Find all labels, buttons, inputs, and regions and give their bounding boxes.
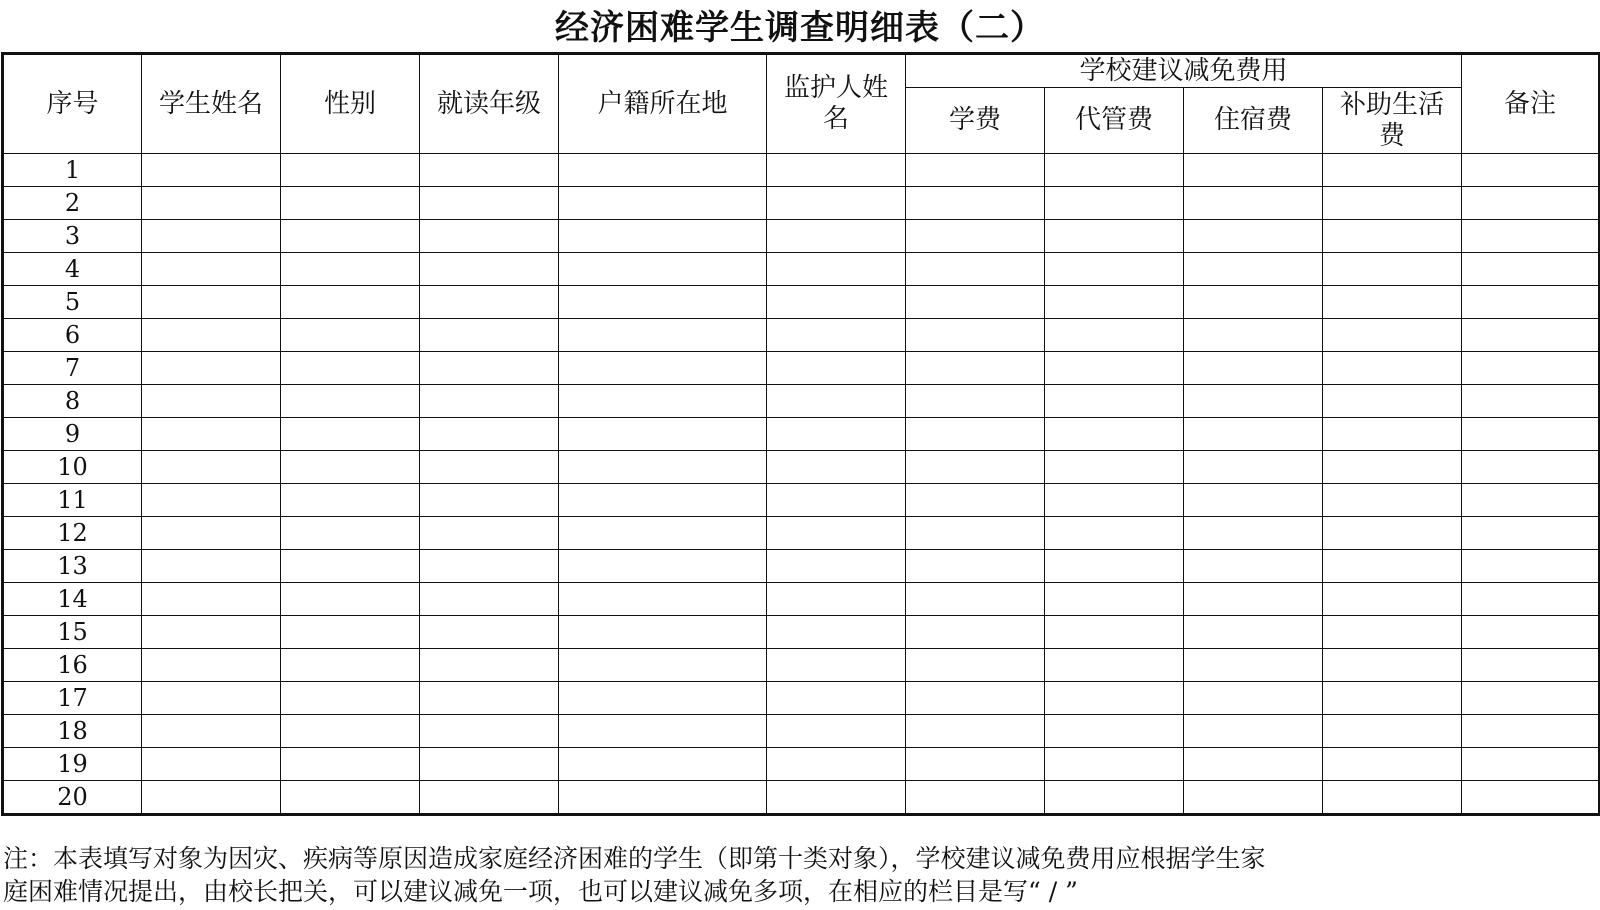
grade-cell[interactable] xyxy=(420,715,559,748)
living-subsidy-cell[interactable] xyxy=(1323,352,1462,385)
tuition-cell[interactable] xyxy=(906,154,1045,187)
living-subsidy-cell[interactable] xyxy=(1323,286,1462,319)
guardian-cell[interactable] xyxy=(767,319,906,352)
gender-cell[interactable] xyxy=(281,484,420,517)
hukou-cell[interactable] xyxy=(559,715,767,748)
lodging-fee-cell[interactable] xyxy=(1184,154,1323,187)
guardian-cell[interactable] xyxy=(767,583,906,616)
hukou-cell[interactable] xyxy=(559,319,767,352)
custody-fee-cell[interactable] xyxy=(1045,616,1184,649)
custody-fee-cell[interactable] xyxy=(1045,649,1184,682)
remark-cell[interactable] xyxy=(1462,352,1600,385)
footnote-line-1: 注：本表填写对象为因灾、疾病等原因造成家庭经济困难的学生（即第十类对象），学校建议减免费用应根据学生家 xyxy=(3,844,1266,873)
remark-cell[interactable] xyxy=(1462,220,1600,253)
tuition-cell[interactable] xyxy=(906,616,1045,649)
table-row xyxy=(3,352,1600,385)
grade-cell[interactable] xyxy=(420,352,559,385)
custody-fee-cell[interactable] xyxy=(1045,484,1184,517)
grade-cell[interactable] xyxy=(420,484,559,517)
seq-cell: 7 xyxy=(3,352,142,385)
grade-cell[interactable] xyxy=(420,418,559,451)
grade-cell[interactable] xyxy=(420,220,559,253)
tuition-cell[interactable] xyxy=(906,385,1045,418)
living-subsidy-cell[interactable] xyxy=(1323,550,1462,583)
gender-cell[interactable] xyxy=(281,583,420,616)
student-name-cell[interactable] xyxy=(142,616,281,649)
seq-cell: 8 xyxy=(3,385,142,418)
seq-cell: 2 xyxy=(3,187,142,220)
hukou-cell[interactable] xyxy=(559,451,767,484)
custody-fee-cell[interactable] xyxy=(1045,187,1184,220)
lodging-fee-cell[interactable] xyxy=(1184,781,1323,815)
student-name-cell[interactable] xyxy=(142,319,281,352)
grade-cell[interactable] xyxy=(420,187,559,220)
table-row xyxy=(3,715,1600,748)
header-custody-fee: 代管费 xyxy=(1045,88,1184,154)
header-student-name: 学生姓名 xyxy=(142,54,281,154)
living-subsidy-cell[interactable] xyxy=(1323,781,1462,815)
table-row xyxy=(3,616,1600,649)
living-subsidy-cell[interactable] xyxy=(1323,517,1462,550)
living-subsidy-cell[interactable] xyxy=(1323,748,1462,781)
guardian-cell[interactable] xyxy=(767,616,906,649)
hukou-cell[interactable] xyxy=(559,253,767,286)
lodging-fee-cell[interactable] xyxy=(1184,220,1323,253)
seq-cell: 12 xyxy=(3,517,142,550)
student-name-cell[interactable] xyxy=(142,220,281,253)
table-row xyxy=(3,220,1600,253)
table-row xyxy=(3,253,1600,286)
table-body xyxy=(3,154,1600,815)
hukou-cell[interactable] xyxy=(559,154,767,187)
guardian-cell[interactable] xyxy=(767,682,906,715)
table-row xyxy=(3,550,1600,583)
student-name-cell[interactable] xyxy=(142,484,281,517)
gender-cell[interactable] xyxy=(281,187,420,220)
student-name-cell[interactable] xyxy=(142,781,281,815)
lodging-fee-cell[interactable] xyxy=(1184,550,1323,583)
hukou-cell[interactable] xyxy=(559,418,767,451)
gender-cell[interactable] xyxy=(281,220,420,253)
seq-cell: 3 xyxy=(3,220,142,253)
custody-fee-cell[interactable] xyxy=(1045,781,1184,815)
remark-cell[interactable] xyxy=(1462,715,1600,748)
grade-cell[interactable] xyxy=(420,517,559,550)
custody-fee-cell[interactable] xyxy=(1045,286,1184,319)
custody-fee-cell[interactable] xyxy=(1045,748,1184,781)
remark-cell[interactable] xyxy=(1462,385,1600,418)
custody-fee-cell[interactable] xyxy=(1045,715,1184,748)
tuition-cell[interactable] xyxy=(906,748,1045,781)
lodging-fee-cell[interactable] xyxy=(1184,682,1323,715)
tuition-cell[interactable] xyxy=(906,550,1045,583)
header-lodging-fee: 住宿费 xyxy=(1184,88,1323,154)
guardian-cell[interactable] xyxy=(767,517,906,550)
custody-fee-cell[interactable] xyxy=(1045,253,1184,286)
grade-cell[interactable] xyxy=(420,286,559,319)
hukou-cell[interactable] xyxy=(559,484,767,517)
tuition-cell[interactable] xyxy=(906,484,1045,517)
remark-cell[interactable] xyxy=(1462,583,1600,616)
header-guardian-name: 监护人姓名 xyxy=(767,54,906,154)
student-name-cell[interactable] xyxy=(142,352,281,385)
lodging-fee-cell[interactable] xyxy=(1184,286,1323,319)
gender-cell[interactable] xyxy=(281,649,420,682)
student-name-cell[interactable] xyxy=(142,187,281,220)
living-subsidy-cell[interactable] xyxy=(1323,385,1462,418)
tuition-cell[interactable] xyxy=(906,649,1045,682)
lodging-fee-cell[interactable] xyxy=(1184,352,1323,385)
custody-fee-cell[interactable] xyxy=(1045,517,1184,550)
header-gender: 性别 xyxy=(281,54,420,154)
grade-cell[interactable] xyxy=(420,385,559,418)
guardian-cell[interactable] xyxy=(767,484,906,517)
footnote xyxy=(3,842,1503,908)
seq-cell: 4 xyxy=(3,253,142,286)
remark-cell[interactable] xyxy=(1462,649,1600,682)
table-row xyxy=(3,583,1600,616)
lodging-fee-cell[interactable] xyxy=(1184,385,1323,418)
student-name-cell[interactable] xyxy=(142,418,281,451)
grade-cell[interactable] xyxy=(420,451,559,484)
tuition-cell[interactable] xyxy=(906,715,1045,748)
table-row xyxy=(3,748,1600,781)
living-subsidy-cell[interactable] xyxy=(1323,154,1462,187)
student-name-cell[interactable] xyxy=(142,517,281,550)
tuition-cell[interactable] xyxy=(906,583,1045,616)
lodging-fee-cell[interactable] xyxy=(1184,451,1323,484)
gender-cell[interactable] xyxy=(281,616,420,649)
seq-cell: 5 xyxy=(3,286,142,319)
custody-fee-cell[interactable] xyxy=(1045,682,1184,715)
student-name-cell[interactable] xyxy=(142,286,281,319)
living-subsidy-cell[interactable] xyxy=(1323,319,1462,352)
student-survey-table xyxy=(1,52,1600,816)
student-name-cell[interactable] xyxy=(142,451,281,484)
guardian-cell[interactable] xyxy=(767,253,906,286)
table-row xyxy=(3,187,1600,220)
living-subsidy-cell[interactable] xyxy=(1323,616,1462,649)
seq-cell: 10 xyxy=(3,451,142,484)
table-row xyxy=(3,451,1600,484)
guardian-cell[interactable] xyxy=(767,352,906,385)
guardian-cell[interactable] xyxy=(767,781,906,815)
table-row xyxy=(3,385,1600,418)
remark-cell[interactable] xyxy=(1462,781,1600,815)
hukou-cell[interactable] xyxy=(559,352,767,385)
tuition-cell[interactable] xyxy=(906,781,1045,815)
student-name-cell[interactable] xyxy=(142,649,281,682)
table-row xyxy=(3,781,1600,815)
grade-cell[interactable] xyxy=(420,748,559,781)
lodging-fee-cell[interactable] xyxy=(1184,748,1323,781)
hukou-cell[interactable] xyxy=(559,385,767,418)
guardian-cell[interactable] xyxy=(767,418,906,451)
gender-cell[interactable] xyxy=(281,154,420,187)
seq-cell: 19 xyxy=(3,748,142,781)
remark-cell[interactable] xyxy=(1462,319,1600,352)
custody-fee-cell[interactable] xyxy=(1045,319,1184,352)
hukou-cell[interactable] xyxy=(559,748,767,781)
lodging-fee-cell[interactable] xyxy=(1184,187,1323,220)
living-subsidy-cell[interactable] xyxy=(1323,253,1462,286)
student-name-cell[interactable] xyxy=(142,253,281,286)
hukou-cell[interactable] xyxy=(559,220,767,253)
living-subsidy-cell[interactable] xyxy=(1323,682,1462,715)
lodging-fee-cell[interactable] xyxy=(1184,319,1323,352)
gender-cell[interactable] xyxy=(281,517,420,550)
table-row xyxy=(3,682,1600,715)
header-tuition: 学费 xyxy=(906,88,1045,154)
guardian-cell[interactable] xyxy=(767,220,906,253)
table-row xyxy=(3,286,1600,319)
remark-cell[interactable] xyxy=(1462,286,1600,319)
hukou-cell[interactable] xyxy=(559,649,767,682)
guardian-cell[interactable] xyxy=(767,715,906,748)
remark-cell[interactable] xyxy=(1462,682,1600,715)
living-subsidy-cell[interactable] xyxy=(1323,715,1462,748)
grade-cell[interactable] xyxy=(420,550,559,583)
grade-cell[interactable] xyxy=(420,781,559,815)
living-subsidy-cell[interactable] xyxy=(1323,220,1462,253)
tuition-cell[interactable] xyxy=(906,352,1045,385)
remark-cell[interactable] xyxy=(1462,484,1600,517)
seq-cell: 13 xyxy=(3,550,142,583)
custody-fee-cell[interactable] xyxy=(1045,583,1184,616)
header-fee-reduction-group: 学校建议减免费用 xyxy=(906,54,1462,88)
grade-cell[interactable] xyxy=(420,253,559,286)
lodging-fee-cell[interactable] xyxy=(1184,715,1323,748)
tuition-cell[interactable] xyxy=(906,418,1045,451)
header-remark: 备注 xyxy=(1462,54,1600,154)
remark-cell[interactable] xyxy=(1462,187,1600,220)
grade-cell[interactable] xyxy=(420,649,559,682)
guardian-cell[interactable] xyxy=(767,385,906,418)
seq-cell: 20 xyxy=(3,781,142,815)
hukou-cell[interactable] xyxy=(559,286,767,319)
hukou-cell[interactable] xyxy=(559,583,767,616)
living-subsidy-cell[interactable] xyxy=(1323,484,1462,517)
lodging-fee-cell[interactable] xyxy=(1184,418,1323,451)
tuition-cell[interactable] xyxy=(906,451,1045,484)
seq-cell: 1 xyxy=(3,154,142,187)
grade-cell[interactable] xyxy=(420,154,559,187)
custody-fee-cell[interactable] xyxy=(1045,418,1184,451)
custody-fee-cell[interactable] xyxy=(1045,352,1184,385)
student-name-cell[interactable] xyxy=(142,550,281,583)
page-title: 经济困难学生调查明细表（二） xyxy=(555,8,1045,48)
footnote-line-2: 庭困难情况提出，由校长把关，可以建议减免一项，也可以建议减免多项，在相应的栏目是写“ / ” xyxy=(3,877,1078,906)
lodging-fee-cell[interactable] xyxy=(1184,649,1323,682)
remark-cell[interactable] xyxy=(1462,253,1600,286)
tuition-cell[interactable] xyxy=(906,517,1045,550)
table-row xyxy=(3,319,1600,352)
seq-cell: 9 xyxy=(3,418,142,451)
gender-cell[interactable] xyxy=(281,550,420,583)
gender-cell[interactable] xyxy=(281,253,420,286)
header-seq: 序号 xyxy=(3,54,142,154)
header-living-subsidy: 补助生活费 xyxy=(1323,88,1462,154)
student-name-cell[interactable] xyxy=(142,154,281,187)
gender-cell[interactable] xyxy=(281,319,420,352)
gender-cell[interactable] xyxy=(281,748,420,781)
header-hukou: 户籍所在地 xyxy=(559,54,767,154)
lodging-fee-cell[interactable] xyxy=(1184,616,1323,649)
remark-cell[interactable] xyxy=(1462,154,1600,187)
student-name-cell[interactable] xyxy=(142,385,281,418)
student-name-cell[interactable] xyxy=(142,748,281,781)
remark-cell[interactable] xyxy=(1462,748,1600,781)
seq-cell: 17 xyxy=(3,682,142,715)
lodging-fee-cell[interactable] xyxy=(1184,253,1323,286)
table-row xyxy=(3,418,1600,451)
guardian-cell[interactable] xyxy=(767,286,906,319)
student-name-cell[interactable] xyxy=(142,682,281,715)
custody-fee-cell[interactable] xyxy=(1045,451,1184,484)
grade-cell[interactable] xyxy=(420,319,559,352)
seq-cell: 6 xyxy=(3,319,142,352)
gender-cell[interactable] xyxy=(281,682,420,715)
table-row xyxy=(3,517,1600,550)
remark-cell[interactable] xyxy=(1462,550,1600,583)
student-name-cell[interactable] xyxy=(142,583,281,616)
tuition-cell[interactable] xyxy=(906,187,1045,220)
remark-cell[interactable] xyxy=(1462,616,1600,649)
remark-cell[interactable] xyxy=(1462,418,1600,451)
living-subsidy-cell[interactable] xyxy=(1323,583,1462,616)
seq-cell: 14 xyxy=(3,583,142,616)
header-grade: 就读年级 xyxy=(420,54,559,154)
custody-fee-cell[interactable] xyxy=(1045,220,1184,253)
living-subsidy-cell[interactable] xyxy=(1323,451,1462,484)
seq-cell: 15 xyxy=(3,616,142,649)
tuition-cell[interactable] xyxy=(906,253,1045,286)
remark-cell[interactable] xyxy=(1462,451,1600,484)
tuition-cell[interactable] xyxy=(906,286,1045,319)
remark-cell[interactable] xyxy=(1462,517,1600,550)
seq-cell: 16 xyxy=(3,649,142,682)
guardian-cell[interactable] xyxy=(767,154,906,187)
hukou-cell[interactable] xyxy=(559,682,767,715)
hukou-cell[interactable] xyxy=(559,187,767,220)
guardian-cell[interactable] xyxy=(767,451,906,484)
lodging-fee-cell[interactable] xyxy=(1184,583,1323,616)
table-row xyxy=(3,154,1600,187)
hukou-cell[interactable] xyxy=(559,550,767,583)
grade-cell[interactable] xyxy=(420,616,559,649)
gender-cell[interactable] xyxy=(281,286,420,319)
hukou-cell[interactable] xyxy=(559,517,767,550)
tuition-cell[interactable] xyxy=(906,319,1045,352)
table-row xyxy=(3,484,1600,517)
seq-cell: 18 xyxy=(3,715,142,748)
table-row xyxy=(3,649,1600,682)
tuition-cell[interactable] xyxy=(906,220,1045,253)
seq-cell: 11 xyxy=(3,484,142,517)
gender-cell[interactable] xyxy=(281,781,420,815)
living-subsidy-cell[interactable] xyxy=(1323,187,1462,220)
grade-cell[interactable] xyxy=(420,682,559,715)
living-subsidy-cell[interactable] xyxy=(1323,418,1462,451)
custody-fee-cell[interactable] xyxy=(1045,550,1184,583)
guardian-cell[interactable] xyxy=(767,187,906,220)
gender-cell[interactable] xyxy=(281,451,420,484)
custody-fee-cell[interactable] xyxy=(1045,154,1184,187)
grade-cell[interactable] xyxy=(420,583,559,616)
living-subsidy-cell[interactable] xyxy=(1323,649,1462,682)
guardian-cell[interactable] xyxy=(767,550,906,583)
custody-fee-cell[interactable] xyxy=(1045,385,1184,418)
gender-cell[interactable] xyxy=(281,385,420,418)
student-name-cell[interactable] xyxy=(142,715,281,748)
gender-cell[interactable] xyxy=(281,352,420,385)
gender-cell[interactable] xyxy=(281,418,420,451)
lodging-fee-cell[interactable] xyxy=(1184,484,1323,517)
guardian-cell[interactable] xyxy=(767,649,906,682)
hukou-cell[interactable] xyxy=(559,616,767,649)
tuition-cell[interactable] xyxy=(906,682,1045,715)
guardian-cell[interactable] xyxy=(767,748,906,781)
hukou-cell[interactable] xyxy=(559,781,767,815)
gender-cell[interactable] xyxy=(281,715,420,748)
lodging-fee-cell[interactable] xyxy=(1184,517,1323,550)
